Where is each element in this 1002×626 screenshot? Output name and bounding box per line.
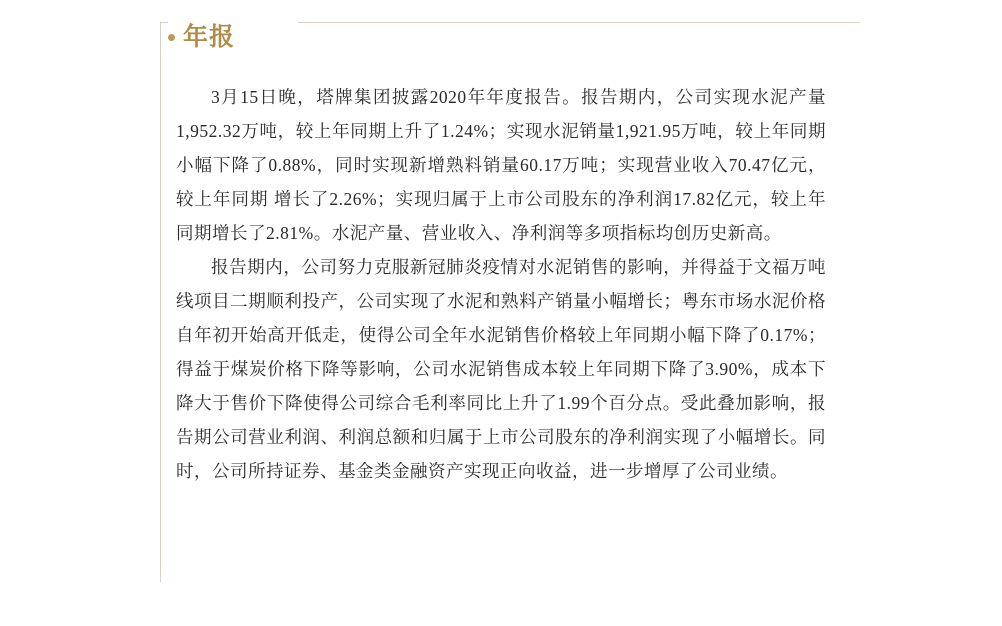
dot-icon [168, 34, 175, 41]
section-heading [168, 20, 245, 54]
section-title: 年报 [183, 22, 236, 51]
paragraph: 报告期内，公司努力克服新冠肺炎疫情对水泥销售的影响，并得益于文福万吨线项目二期顺利投产，公司实现了水泥和熟料产销量小幅增长；粤东市场水泥价格自年初开始高开低走，使得公司全年水泥销售价格较上年同期小幅下降了0.17%；得益于煤炭价格下降等影响，公司水泥销售成本较上年同期下降了3.90%，成本下降大于售价下降使得公司综合毛利率同比上升了1.99个百分点。受此叠加影响，报告期公司营业利润、利润总额和归属于上市公司股东的净利润实现了小幅增长。同时，公司所持证券、基金类金融资产实现正向收益，进一步增厚了公司业绩。 [176, 257, 826, 481]
paragraph: 3月15日晚，塔牌集团披露2020年年度报告。报告期内，公司实现水泥产量1,952.32万吨，较上年同期上升了1.24%；实现水泥销量1,921.95万吨，较上年同期小幅下降了0.88%，同时实现新增熟料销量60.17万吨；实现营业收入70.47亿元，较上年同期 增长了2.26%；实现归属于上市公司股东的净利润17.82亿元，较上年同期增长了2.81%。水泥产量、营业收入、净利润等多项指标均创历史新高。 [176, 87, 826, 243]
article-body [176, 80, 826, 488]
